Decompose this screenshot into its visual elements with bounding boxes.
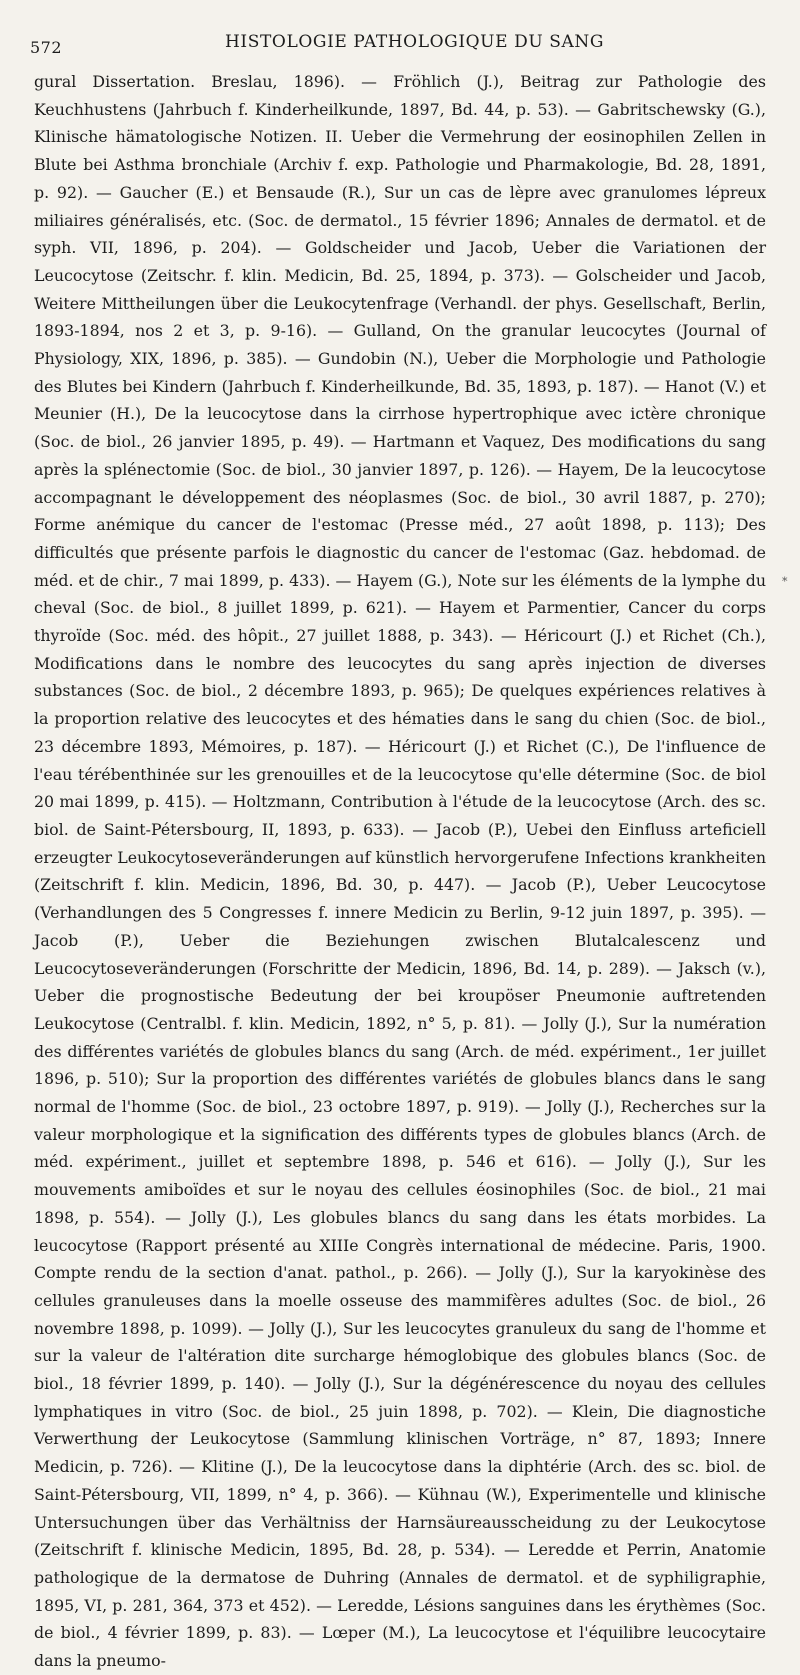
- bibliography-text: [34, 68, 766, 1675]
- bibliography-paragraph: gural Dissertation. Breslau, 1896). — Fröhlich (J.), Beitrag zur Pathologie des Keuchhustens (Jahrbuch f. Kinderheilkunde, 1897, Bd. 44, p. 53). — Gabritschewsky (G.), Klinische hämatologische Notizen. II. Ueber die Vermehrung der eosinophilen Zellen in Blute bei Asthma bronchiale (Archiv f. exp. Pathologie und Pharmakologie, Bd. 28, 1891, p. 92). — Gaucher (E.) et Bensaude (R.), Sur un cas de lèpre avec granulomes lépreux miliaires généralisés, etc. (Soc. de dermatol., 15 février 1896; Annales de dermatol. et de syph. VII, 1896, p. 204). — Goldscheider und Jacob, Ueber die Variationen der Leucocytose (Zeitschr. f. klin. Medicin, Bd. 25, 1894, p. 373). — Golscheider und Jacob, Weitere Mittheilungen über die Leukocytenfrage (Verhandl. der phys. Gesellschaft, Berlin, 1893-1894, nos 2 et 3, p. 9-16). — Gulland, On the granular leucocytes (Journal of Physiology, XIX, 1896, p. 385). — Gundobin (N.), Ueber die Morphologie und Pathologie des Blutes bei Kindern (Jahrbuch f. Kinderheilkunde, Bd. 35, 1893, p. 187). — Hanot (V.) et Meunier (H.), De la leucocytose dans la cirrhose hypertrophique avec ictère chronique (Soc. de biol., 26 janvier 1895, p. 49). — Hartmann et Vaquez, Des modifications du sang après la splénectomie (Soc. de biol., 30 janvier 1897, p. 126). — Hayem, De la leucocytose accompagnant le développement des néoplasmes (Soc. de biol., 30 avril 1887, p. 270); Forme anémique du cancer de l'estomac (Presse méd., 27 août 1898, p. 113); Des difficultés que présente parfois le diagnostic du cancer de l'estomac (Gaz. hebdomad. de méd. et de chir., 7 mai 1899, p. 433). — Hayem (G.), Note sur les éléments de la lymphe du cheval (Soc. de biol., 8 juillet 1899, p. 621). — Hayem et Parmentier, Cancer du corps thyroïde (Soc. méd. des hôpit., 27 juillet 1888, p. 343). — Héricourt (J.) et Richet (Ch.), Modifications dans le nombre des leucocytes du sang après injection de diverses substances (Soc. de biol., 2 décembre 1893, p. 965); De quelques expériences relatives à la proportion relative des leucocytes et des hématies dans le sang du chien (Soc. de biol., 23 décembre 1893, Mémoires, p. 187). — Héricourt (J.) et Richet (C.), De l'influence de l'eau térébenthinée sur les grenouilles et de la leucocytose qu'elle détermine (Soc. de biol 20 mai 1899, p. 415). — Holtzmann, Contribution à l'étude de la leucocytose (Arch. des sc. biol. de Saint-Pétersbourg, II, 1893, p. 633). — Jacob (P.), Uebei den Einfluss arteficiell erzeugter Leukocytoseveränderungen auf künstlich hervorgerufene Infections krankheiten (Zeitschrift f. klin. Medicin, 1896, Bd. 30, p. 447). — Jacob (P.), Ueber Leucocytose (Verhandlungen des 5 Congresses f. innere Medicin zu Berlin, 9-12 juin 1897, p. 395). — Jacob (P.), Ueber die Beziehungen zwischen Blutalcalescenz und Leucocytoseveränderungen (Forschritte der Medicin, 1896, Bd. 14, p. 289). — Jaksch (v.), Ueber die prognostische Bedeutung der bei kroupöser Pneumonie auftretenden Leukocytose (Centralbl. f. klin. Medicin, 1892, n° 5, p. 81). — Jolly (J.), Sur la numération des différentes variétés de globules blancs du sang (Arch. de méd. expériment., 1er juillet 1896, p. 510); Sur la proportion des différentes variétés de globules blancs dans le sang normal de l'homme (Soc. de biol., 23 octobre 1897, p. 919). — Jolly (J.), Recherches sur la valeur morphologique et la signification des différents types de globules blancs (Arch. de méd. expériment., juillet et septembre 1898, p. 546 et 616). — Jolly (J.), Sur les mouvements amiboïdes et sur le noyau des cellules éosinophiles (Soc. de biol., 21 mai 1898, p. 554). — Jolly (J.), Les globules blancs du sang dans les états morbides. La leucocytose (Rapport présenté au XIIIe Congrès international de médecine. Paris, 1900. Compte rendu de la section d'anat. pathol., p. 266). — Jolly (J.), Sur la karyokinèse des cellules granuleuses dans la moelle osseuse des mammifères adultes (Soc. de biol., 26 novembre 1898, p. 1099). — Jolly (J.), Sur les leucocytes granuleux du sang de l'homme et sur la valeur de l'altération dite surcharge hémoglobique des globules blancs (Soc. de biol., 18 février 1899, p. 140). — Jolly (J.), Sur la dégénérescence du noyau des cellules lymphatiques in vitro (Soc. de biol., 25 juin 1898, p. 702). — Klein, Die diagnostiche Verwerthung der Leukocytose (Sammlung klinischen Vorträge, n° 87, 1893; Innere Medicin, p. 726). — Klitine (J.), De la leucocytose dans la diphtérie (Arch. des sc. biol. de Saint-Pétersbourg, VII, 1899, n° 4, p. 366). — Kühnau (W.), Experimentelle und klinische Untersuchungen über das Verhältniss der Harnsäureausscheidung zu der Leukocytose (Zeitschrift f. klinische Medicin, 1895, Bd. 28, p. 534). — Leredde et Perrin, Anatomie pathologique de la dermatose de Duhring (Annales de dermatol. et de syphiligraphie, 1895, VI, p. 281, 364, 373 et 452). — Leredde, Lésions sanguines dans les érythèmes (Soc. de biol., 4 février 1899, p. 83). — Lœper (M.), La leucocytose et l'équilibre leucocytaire dans la pneumo-: [34, 72, 766, 1671]
- page-number: 572: [30, 38, 63, 57]
- margin-mark: *: [782, 575, 788, 588]
- page-header: [0, 26, 800, 62]
- running-title: HISTOLOGIE PATHOLOGIQUE DU SANG: [225, 32, 605, 52]
